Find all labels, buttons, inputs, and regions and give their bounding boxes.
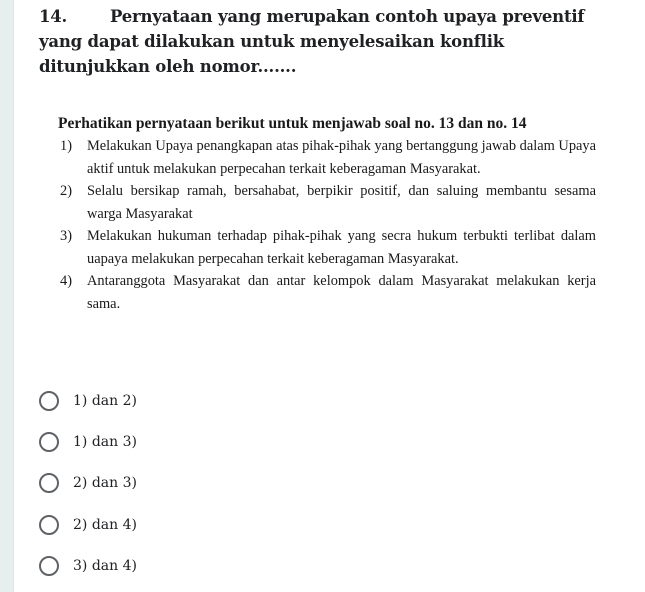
question-number: 14. [39, 7, 68, 26]
stimulus-block [58, 114, 596, 315]
statement-number: 4) [60, 273, 72, 289]
statement-text: Melakukan hukuman terhadap pihak-pihak yang secra hukum terbukti terlibat dalam uapaya melakukan perpecahan terkait keberagaman Masyarakat. [87, 228, 596, 267]
statement-item [58, 225, 596, 270]
option-label[interactable]: 2) dan 3) [73, 475, 137, 492]
option-label[interactable]: 2) dan 4) [73, 516, 137, 533]
statement-number: 2) [60, 183, 72, 199]
option-label[interactable]: 1) dan 2) [73, 392, 137, 409]
statement-item [58, 135, 596, 180]
option-3-dan-4[interactable] [38, 546, 338, 587]
statement-number: 3) [60, 228, 72, 244]
statement-text: Selalu bersikap ramah, bersahabat, berpikir positif, dan saluing membantu sesama warga Masyarakat [87, 183, 596, 222]
stimulus-heading: Perhatikan pernyataan berikut untuk menjawab soal no. 13 dan no. 14 [58, 115, 527, 132]
question-text: Pernyataan yang merupakan contoh upaya preventif yang dapat dilakukan untuk menyelesaikan konflik ditunjukkan oleh nomor....... [39, 7, 585, 76]
statement-text: Melakukan Upaya penangkapan atas pihak-pihak yang bertanggung jawab dalam Upaya aktif untuk melakukan perpecahan terkait keberagaman Masyarakat. [87, 138, 596, 177]
radio-button-icon[interactable] [39, 432, 59, 452]
statement-number: 1) [60, 138, 72, 154]
statement-text: Antaranggota Masyarakat dan antar kelompok dalam Masyarakat melakukan kerja sama. [87, 273, 596, 312]
option-label[interactable]: 1) dan 3) [73, 434, 137, 451]
radio-button-icon[interactable] [39, 515, 59, 535]
option-2-dan-3[interactable] [38, 463, 338, 504]
radio-button-icon[interactable] [39, 556, 59, 576]
question-title [39, 4, 609, 79]
statement-list [58, 135, 596, 315]
radio-button-icon[interactable] [39, 473, 59, 493]
option-1-dan-2[interactable] [38, 380, 338, 421]
radio-button-icon[interactable] [39, 391, 59, 411]
left-margin-stripe [0, 0, 14, 592]
answer-options [38, 380, 338, 587]
option-2-dan-4[interactable] [38, 504, 338, 545]
option-1-dan-3[interactable] [38, 421, 338, 462]
statement-item [58, 180, 596, 225]
statement-item [58, 270, 596, 315]
option-label[interactable]: 3) dan 4) [73, 558, 137, 575]
